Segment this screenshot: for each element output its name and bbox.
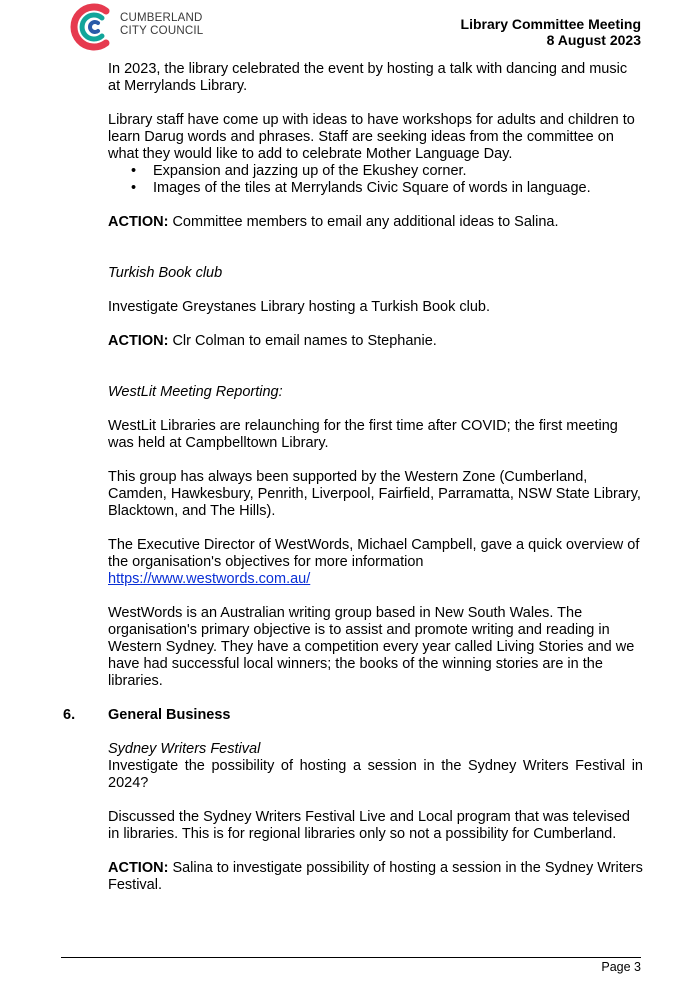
- section-number: 6.: [63, 707, 76, 723]
- paragraph-turkish: Investigate Greystanes Library hosting a Turkish Book club.: [108, 299, 491, 315]
- sydney-writers-festival-heading: Sydney Writers Festival: [108, 741, 261, 757]
- paragraph-mld-2023: In 2023, the library celebrated the event by hosting a talk with dancing and music at Merrylands Library.: [108, 61, 628, 94]
- council-logo: [66, 1, 118, 53]
- org-name-line2: CITY COUNCIL: [120, 25, 204, 37]
- paragraph-workshops: Library staff have come up with ideas to have workshops for adults and children to learn Darug words and phrases. Staff are seeking ideas from the committee on what they would like to add to celebrate Mother Language Day.: [108, 112, 635, 162]
- section-title: General Business: [108, 707, 231, 723]
- westwords-link[interactable]: https://www.westwords.com.au/: [108, 571, 311, 587]
- paragraph-swf-discussed: Discussed the Sydney Writers Festival Live and Local program that was televised in libraries. This is for regional libraries only so not a possibility for Cumberland.: [108, 809, 630, 842]
- action-text: Clr Colman to email names to Stephanie.: [168, 333, 437, 349]
- action-item: [108, 333, 643, 350]
- turkish-book-club-heading: Turkish Book club: [108, 265, 223, 281]
- action-label: ACTION:: [108, 214, 169, 230]
- meeting-title: Library Committee Meeting: [460, 16, 641, 32]
- action-label: ACTION:: [108, 333, 169, 349]
- org-name: [120, 12, 203, 38]
- list-item: • Images of the tiles at Merrylands Civic Square of words in language.: [153, 180, 643, 197]
- org-name-line1: CUMBERLAND: [120, 12, 203, 24]
- footer-divider: [61, 957, 641, 958]
- action-text: Committee members to email any additional ideas to Salina.: [168, 214, 559, 230]
- action-item: [108, 214, 643, 231]
- action-item: [108, 860, 643, 894]
- paragraph-westlit-relaunch: WestLit Libraries are relaunching for the first time after COVID; the first meeting was held at Campbelltown Library.: [108, 418, 618, 451]
- paragraph-westwords-about: WestWords is an Australian writing group based in New South Wales. The organisation's primary objective is to assist and promote writing and reading in Western Sydney. They have a competition every year called Living Stories and we have had successful local winners; the books of the winning stories are in the libraries.: [108, 605, 635, 689]
- meeting-header: [461, 16, 641, 48]
- document-body: [63, 61, 643, 894]
- meeting-date: 8 August 2023: [546, 32, 641, 48]
- paragraph-western-zone: This group has always been supported by the Western Zone (Cumberland, Camden, Hawkesbury, Penrith, Liverpool, Fairfield, Parramatta, NSW State Library, Blacktown, and The Hills).: [108, 469, 641, 519]
- action-label: ACTION:: [108, 860, 169, 876]
- paragraph-westwords-director: The Executive Director of WestWords, Michael Campbell, gave a quick overview of the organisation's objectives for more information: [108, 537, 640, 570]
- paragraph-swf-investigate: Investigate the possibility of hosting a session in the Sydney Writers Festival in 2024?: [108, 758, 643, 791]
- action-text: Salina to investigate possibility of hosting a session in the Sydney Writers Festival.: [108, 860, 643, 893]
- section-heading: [63, 707, 598, 724]
- ideas-list: [108, 163, 643, 197]
- list-item: • Expansion and jazzing up of the Ekushey corner.: [153, 163, 643, 180]
- westlit-heading: WestLit Meeting Reporting:: [108, 384, 283, 400]
- page-number: Page 3: [601, 960, 641, 974]
